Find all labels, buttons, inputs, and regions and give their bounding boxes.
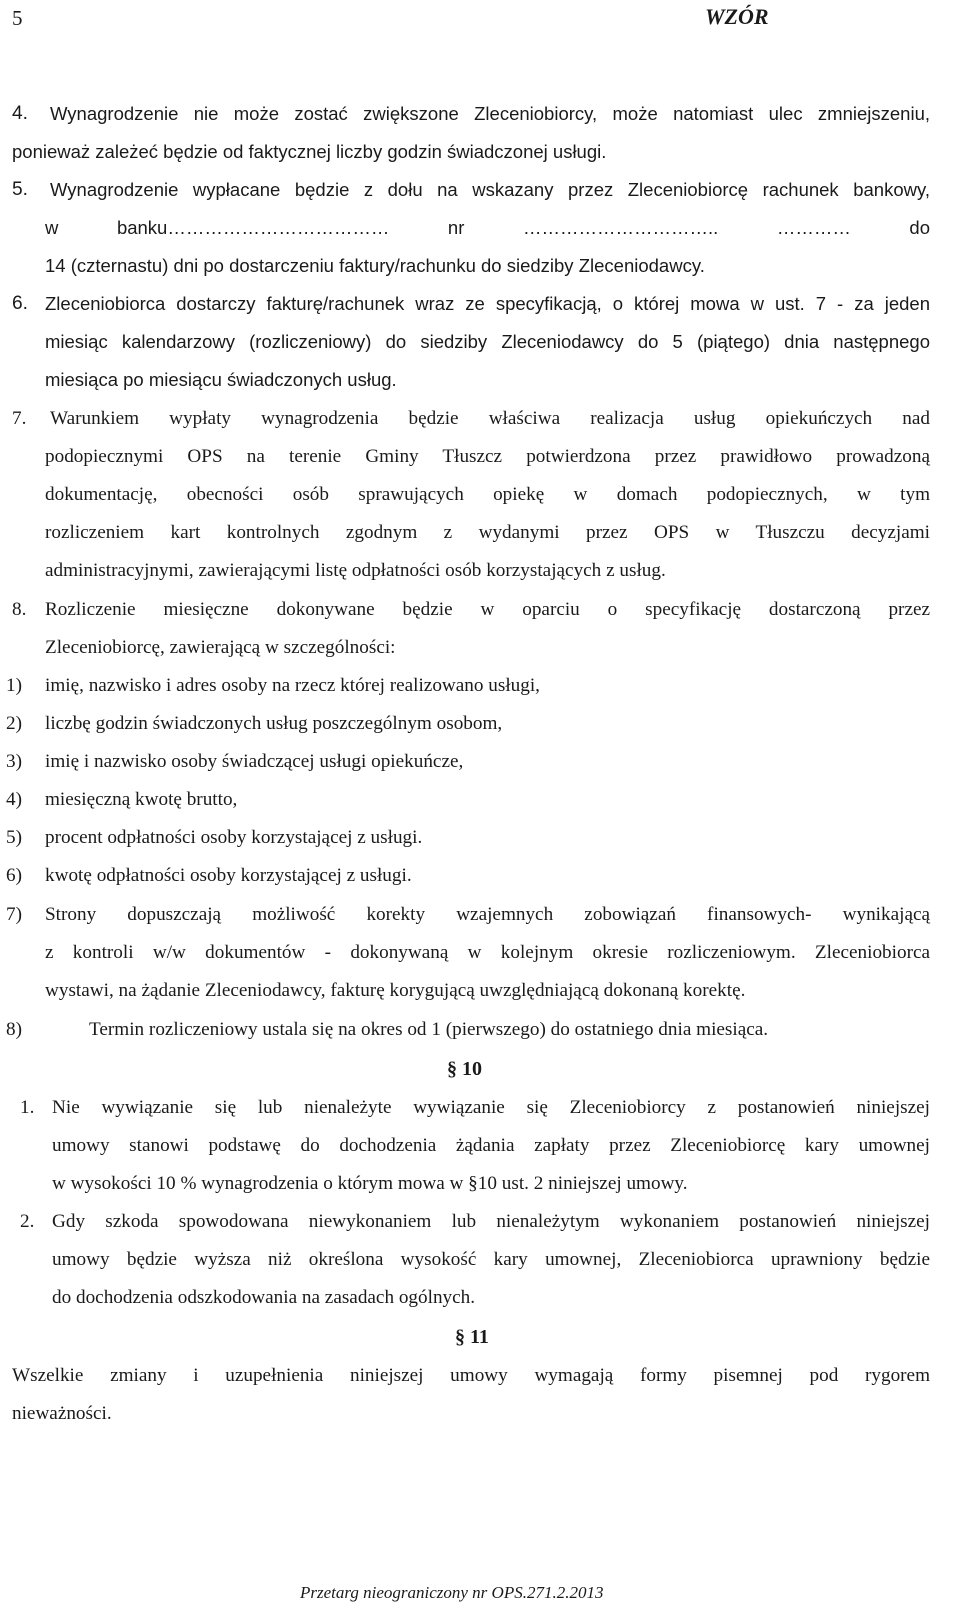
item-8-line-2: Zleceniobiorcę, zawierającą w szczególności: — [45, 637, 396, 658]
item-number: 6. — [12, 293, 29, 314]
item-4-line-1: Wynagrodzenie nie może zostać zwiększone Zleceniobiorcy, może natomiast ulec zmniejszeniu, — [50, 103, 930, 124]
subitem-text: Termin rozliczeniowy ustala się na okres od 1 (pierwszego) do ostatniego dnia miesiąca. — [89, 1019, 769, 1040]
item-number: 5. — [12, 179, 29, 200]
subitem-number: 7) — [6, 904, 22, 925]
item-7-line-1: Warunkiem wypłaty wynagrodzenia będzie właściwa realizacja usług opiekuńczych nad — [50, 408, 930, 429]
item-7-line-5: administracyjnymi, zawierającymi listę odpłatności osób korzystających z usług. — [45, 560, 666, 581]
subitem-number: 3) — [6, 751, 22, 772]
section10-p1-line-1: Nie wywiązanie się lub nienależyte wywiązanie się Zleceniobiorcy z postanowień niniejszej — [52, 1097, 930, 1118]
subitem-text: miesięczną kwotę brutto, — [45, 789, 238, 810]
section-heading-11: § 11 — [455, 1326, 489, 1348]
item-number: 2. — [20, 1211, 35, 1232]
subitem-text: imię, nazwisko i adres osoby na rzecz której realizowano usługi, — [45, 675, 540, 696]
section11-line-1: Wszelkie zmiany i uzupełnienia niniejszej umowy wymagają formy pisemnej pod rygorem — [12, 1365, 930, 1386]
subitem-7-line-2: z kontroli w/w dokumentów - dokonywaną w kolejnym okresie rozliczeniowym. Zleceniobiorca — [45, 942, 930, 963]
subitem-text: imię i nazwisko osoby świadczącej usługi opiekuńcze, — [45, 751, 464, 772]
page-footer: Przetarg nieograniczony nr OPS.271.2.2013 — [300, 1583, 604, 1602]
section10-p1-line-2: umowy stanowi podstawę do dochodzenia żądania zapłaty przez Zleceniobiorcę kary umownej — [52, 1135, 930, 1156]
section10-p2-line-3: do dochodzenia odszkodowania na zasadach ogólnych. — [52, 1287, 476, 1308]
subitem-number: 1) — [6, 675, 22, 696]
item-5-line-3: 14 (czternastu) dni po dostarczeniu faktury/rachunku do siedziby Zleceniodawcy. — [45, 255, 705, 276]
section10-p2-line-1: Gdy szkoda spowodowana niewykonaniem lub nienależytym wykonaniem postanowień niniejszej — [52, 1211, 930, 1232]
subitem-number: 8) — [6, 1019, 22, 1040]
section10-p2-line-2: umowy będzie wyższa niż określona wysokość kary umownej, Zleceniobiorca uprawniony będzie — [52, 1249, 930, 1270]
subitem-text: kwotę odpłatności osoby korzystającej z usługi. — [45, 865, 412, 886]
item-6-line-2: miesiąc kalendarzowy (rozliczeniowy) do siedziby Zleceniodawcy do 5 (piątego) dnia następnego — [45, 331, 930, 352]
item-4-line-2: ponieważ zależeć będzie od faktycznej liczby godzin świadczonej usługi. — [12, 141, 607, 162]
subitem-number: 4) — [6, 789, 22, 810]
item-7-line-2: podopiecznymi OPS na terenie Gminy Tłuszcz potwierdzona przez prawidłowo prowadzoną — [45, 446, 930, 467]
subitem-number: 2) — [6, 713, 22, 734]
item-number: 1. — [20, 1097, 35, 1118]
document-title: WZÓR — [705, 4, 769, 29]
item-number: 4. — [12, 103, 29, 124]
item-6-line-1: Zleceniobiorca dostarczy fakturę/rachunek wraz ze specyfikacją, o której mowa w ust. 7 - za jeden — [45, 293, 930, 314]
section10-p1-line-3: w wysokości 10 % wynagrodzenia o którym mowa w §10 ust. 2 niniejszej umowy. — [52, 1173, 688, 1194]
item-5-line-2: w banku……………………………… nr ………………………….. ………… do — [45, 217, 930, 238]
section-heading-10: § 10 — [447, 1058, 482, 1080]
section11-line-2: nieważności. — [12, 1403, 112, 1424]
page-number: 5 — [12, 6, 23, 30]
subitem-7-line-3: wystawi, na żądanie Zleceniodawcy, fakturę korygującą uwzględniającą dokonaną korektę. — [45, 980, 746, 1001]
item-number: 8. — [12, 599, 27, 620]
subitem-number: 5) — [6, 827, 22, 848]
subitem-text: procent odpłatności osoby korzystającej z usługi. — [45, 827, 423, 848]
item-8-line-1: Rozliczenie miesięczne dokonywane będzie w oparciu o specyfikację dostarczoną przez — [45, 599, 930, 620]
subitem-7-line-1: Strony dopuszczają możliwość korekty wzajemnych zobowiązań finansowych- wynikającą — [45, 904, 930, 925]
item-7-line-4: rozliczeniem kart kontrolnych zgodnym z wydanymi przez OPS w Tłuszczu decyzjami — [45, 522, 930, 543]
subitem-text: liczbę godzin świadczonych usług poszczególnym osobom, — [45, 713, 503, 734]
subitem-number: 6) — [6, 865, 22, 886]
item-5-line-1: Wynagrodzenie wypłacane będzie z dołu na wskazany przez Zleceniobiorcę rachunek bankowy, — [50, 179, 930, 200]
item-6-line-3: miesiąca po miesiącu świadczonych usług. — [45, 369, 397, 390]
item-number: 7. — [12, 408, 27, 429]
item-7-line-3: dokumentację, obecności osób sprawujących opiekę w domach podopiecznych, w tym — [45, 484, 930, 505]
